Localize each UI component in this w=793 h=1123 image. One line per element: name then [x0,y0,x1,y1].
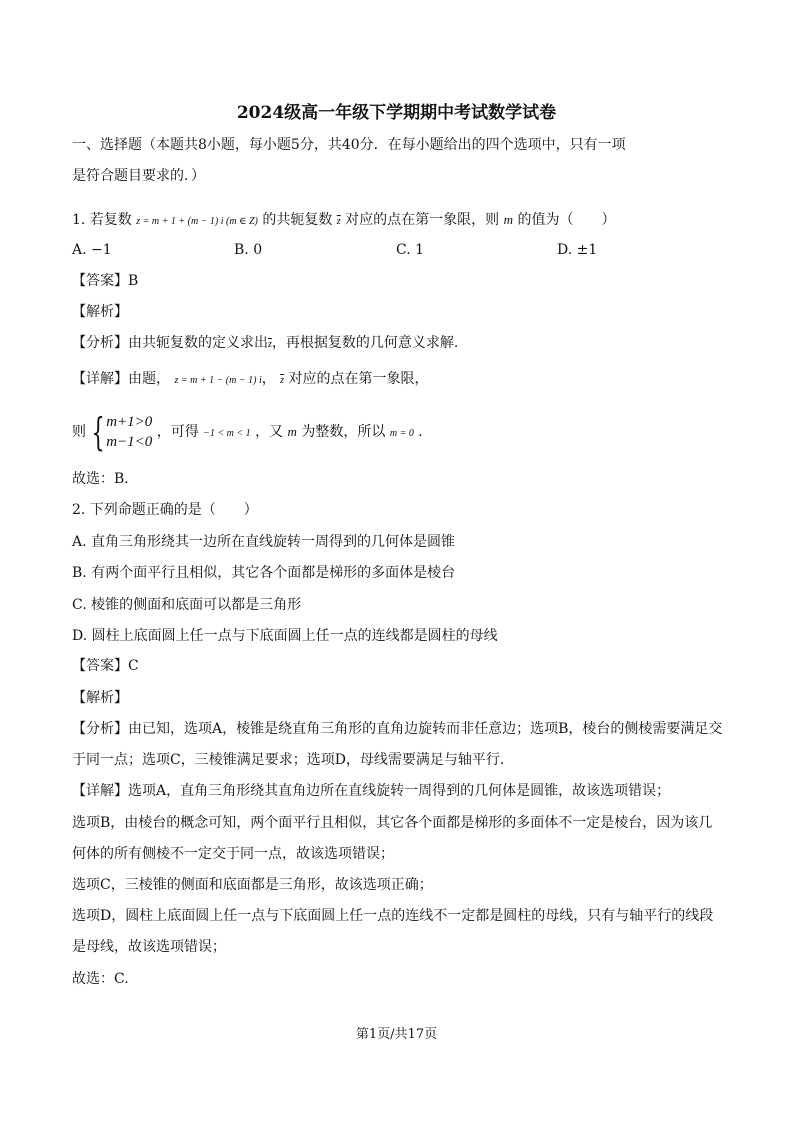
page-footer: 第1页/共17页 [355,1027,438,1042]
q1-sys2: m−1<0 [106,434,153,450]
q1-ke: ，可得 [156,424,199,440]
q2-xiangjie-line4: 选项C，三棱锥的侧面和底面都是三角形，故该选项正确； [72,877,433,893]
q1-option-c: C. 1 [396,242,425,258]
q2-option-d: D. 圆柱上底面圆上任一点与下底面圆上任一点的连线都是圆柱的母线 [72,628,498,644]
q1-analysis-label: 【解析】 [72,304,128,320]
q1-mid2: 对应的点在第一象限，则 [345,212,500,228]
q1-stem [72,210,615,232]
page-title: 2024级高一年级下学期期中考试数学试卷 [236,103,557,123]
section-header-line2: 是符合题目要求的．） [72,168,205,184]
q1-you: ，又 [255,424,284,440]
q1-mid1: 的共轭复数 [262,212,333,228]
q1-final: 故选：B． [72,471,139,487]
q2-xiangjie-line6: 是母线，故该选项错误； [72,939,226,955]
q1-option-a: A. −1 [72,242,112,258]
q1-fenxi-z: $\overline{z}$ [268,339,272,350]
q1-xiangjie-formula: z = m + 1 − (m − 1) i [174,375,262,386]
q2-fenxi-line2: 于同一点；选项C，三棱锥满足要求；选项D，母线需要满足与轴平行. [72,752,505,768]
q1-prefix: 1. 若复数 [72,212,132,228]
section-header-line1: 一、选择题（本题共8小题，每小题5分，共40分．在每小题给出的四个选项中，只有一项 [72,137,626,153]
q1-ze: 则 [72,424,86,440]
q1-m: m [503,212,513,227]
q1-m2: m [287,424,297,439]
brace-icon: { [91,410,105,454]
q1-meq: m = 0 [389,428,414,439]
q2-xiangjie-line1: 【详解】选项A，直角三角形绕其直角边所在直线旋转一周得到的几何体是圆锥，故该选项错误； [72,783,671,799]
q1-fenxi-text: 【分析】由共轭复数的定义求出 [72,335,268,351]
q1-xiangjie-z: $\overline{z}$ [280,375,285,386]
q1-integer: 为整数，所以 [301,424,386,440]
q1-fenxi-end: ，再根据复数的几何意义求解. [271,335,459,351]
q2-option-b: B. 有两个面平行且相似，其它各个面都是梯形的多面体是棱台 [72,565,456,581]
q1-fenxi [72,333,458,355]
q2-fenxi-line1: 【分析】由已知，选项A，棱锥是绕直角三角形的直角边旋转而非任意边；选项B，棱台的侧棱需要满足交 [72,721,723,737]
q1-sys1: m+1>0 [106,414,153,430]
q2-xiangjie-line2: 选项B，由棱台的概念可知，两个面平行且相似，其它各个面都是梯形的多面体不一定是棱台，因为该几 [72,815,713,831]
q1-answer: 【答案】B [72,273,139,289]
q1-period: ． [418,424,433,440]
q2-xiangjie-line5: 选项D，圆柱上底面圆上任一点与下底面圆上任一点的连线不一定都是圆柱的母线，只有与轴平行的线段 [72,908,714,924]
q1-system-line [72,410,432,456]
q1-option-d: D. ±1 [557,242,598,258]
q2-stem: 2. 下列命题正确的是（ ） [72,502,258,518]
q1-xiangjie-sep: ， [261,371,276,387]
q1-xiangjie [72,369,429,391]
q2-option-a: A. 直角三角形绕其一边所在直线旋转一周得到的几何体是圆锥 [72,534,456,550]
q1-suffix: 的值为（ ） [517,212,616,228]
q2-xiangjie-line3: 何体的所有侧棱不一定交于同一点，故该选项错误； [72,846,394,862]
q1-range: −1 < m < 1 [203,428,251,439]
q1-formula: z = m + 1 + (m − 1) i (m ∈ Z) [136,216,258,227]
q1-option-b: B. 0 [234,242,263,258]
q2-option-c: C. 棱锥的侧面和底面可以都是三角形 [72,597,302,613]
q1-xiangjie-text: 【详解】由题， [72,371,170,387]
q1-system [106,412,152,452]
q1-zbar: $\overline{z}$ [336,216,341,227]
q2-analysis-label: 【解析】 [72,690,128,706]
q2-answer: 【答案】C [72,658,139,674]
q1-xiangjie-end: 对应的点在第一象限， [288,371,429,387]
q2-final: 故选：C. [72,971,129,987]
